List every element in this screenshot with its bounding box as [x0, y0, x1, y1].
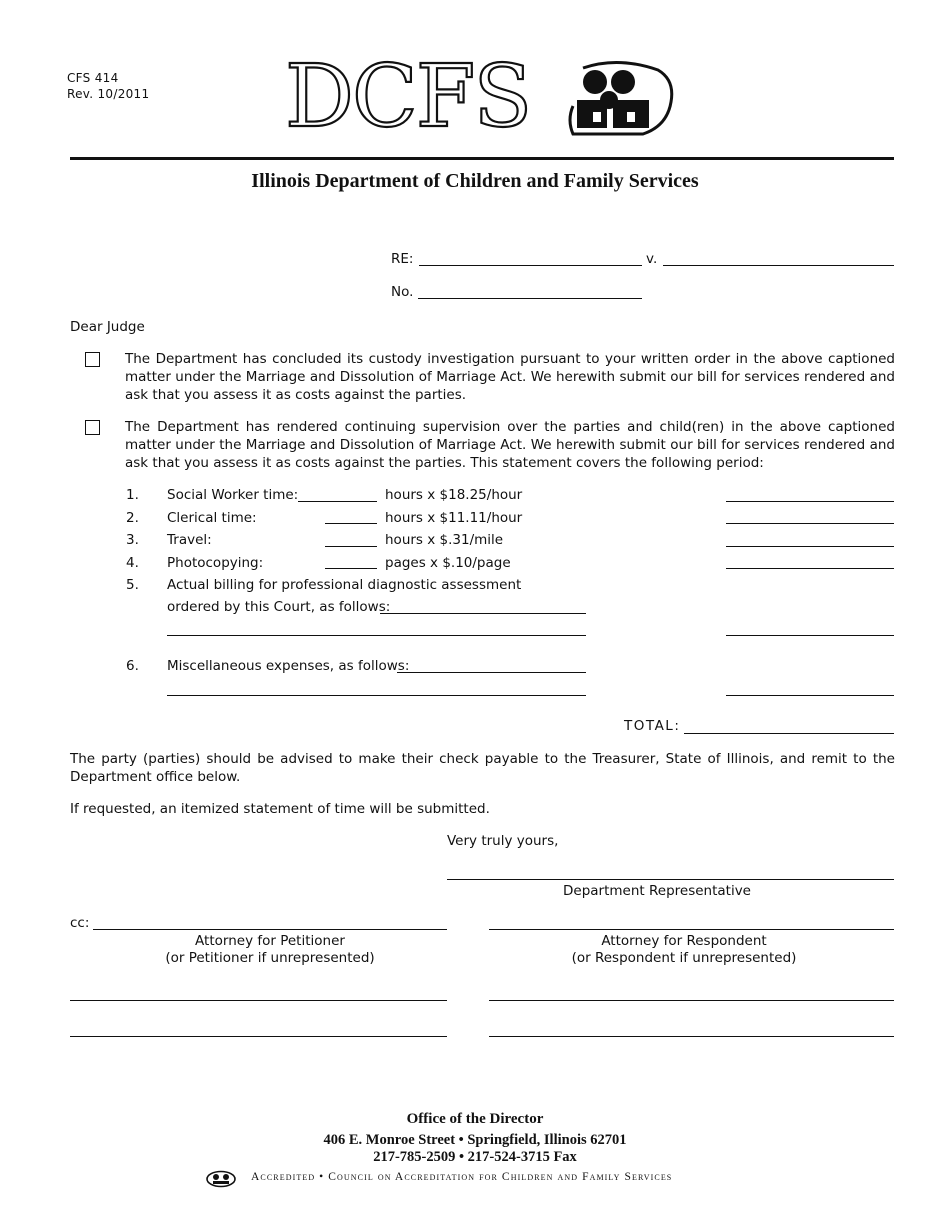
clerical-hours-field[interactable]	[325, 523, 377, 524]
re-label: RE:	[391, 251, 414, 267]
item-label: Social Worker time:	[167, 487, 299, 503]
respondent-attorney-field[interactable]	[489, 929, 894, 930]
salutation: Dear Judge	[70, 319, 145, 335]
petitioner-address-field[interactable]	[70, 1000, 447, 1001]
item-label: Actual billing for professional diagnostic assessment	[167, 577, 522, 593]
cc-label: cc:	[70, 915, 90, 931]
respondent-caption	[489, 933, 879, 967]
header-rule	[70, 157, 894, 160]
dcfs-logo	[285, 47, 675, 147]
total-label: TOTAL:	[624, 718, 681, 734]
continuing-supervision-checkbox[interactable]	[85, 420, 100, 435]
agency-name: Illinois Department of Children and Family Services	[251, 170, 699, 192]
item-rate: pages x $.10/page	[385, 555, 511, 571]
custody-investigation-text: The Department has concluded its custody investigation pursuant to your written order in the above captioned matter under the Marriage and Dissolution of Marriage Act. We herewith submit our bill for services rendered and ask that you assess it as costs against the parties.	[125, 351, 895, 403]
item-rate: hours x $18.25/hour	[385, 487, 523, 503]
respondent-line2: (or Respondent if unrepresented)	[571, 950, 797, 966]
diagnostic-description-field-2[interactable]	[167, 635, 586, 636]
re-respondent-field[interactable]	[663, 265, 894, 266]
item-number: 5.	[126, 577, 139, 593]
item-rate: hours x $11.11/hour	[385, 510, 523, 526]
case-no-field[interactable]	[418, 298, 642, 299]
re-petitioner-field[interactable]	[419, 265, 642, 266]
coa-logo-icon	[205, 1170, 237, 1188]
v-label: v.	[646, 251, 658, 267]
signature-field[interactable]	[447, 879, 894, 880]
item-number: 1.	[126, 487, 139, 503]
petitioner-line2: (or Petitioner if unrepresented)	[165, 950, 375, 966]
form-number: CFS 414	[67, 71, 119, 85]
accreditation	[205, 1170, 765, 1188]
payment-note: The party (parties) should be advised to make their check payable to the Treasurer, State of Illinois, and remit to the Department office below.	[70, 751, 895, 785]
travel-hours-field[interactable]	[325, 546, 377, 547]
footer-phones: 217-785-2509 • 217-524-3715 Fax	[373, 1149, 577, 1165]
family-logo-icon	[563, 60, 675, 140]
item-label: Miscellaneous expenses, as follows:	[167, 658, 410, 674]
form-id	[67, 70, 149, 102]
custody-investigation-checkbox[interactable]	[85, 352, 100, 367]
item-number: 2.	[126, 510, 139, 526]
photocopy-amount-field[interactable]	[726, 568, 894, 569]
respondent-address-field[interactable]	[489, 1000, 894, 1001]
form-revision: Rev. 10/2011	[67, 87, 150, 101]
item-rate: hours x $.31/mile	[385, 532, 504, 548]
item-label: Clerical time:	[167, 510, 257, 526]
photocopy-pages-field[interactable]	[325, 568, 377, 569]
footer-office: Office of the Director	[406, 1111, 544, 1127]
item-label: Photocopying:	[167, 555, 264, 571]
signature-label: Department Representative	[563, 883, 751, 899]
respondent-line1: Attorney for Respondent	[601, 933, 767, 949]
misc-description-field[interactable]	[397, 672, 586, 673]
footer-address: 406 E. Monroe Street • Springfield, Illinois 62701	[323, 1132, 627, 1148]
accreditation-text: Accredited • Council on Accreditation for Children and Family Services	[251, 1171, 673, 1183]
petitioner-address-field-2[interactable]	[70, 1036, 447, 1037]
item-label: Travel:	[167, 532, 212, 548]
misc-description-field-2[interactable]	[167, 695, 586, 696]
travel-amount-field[interactable]	[726, 546, 894, 547]
clerical-amount-field[interactable]	[726, 523, 894, 524]
diagnostic-amount-field[interactable]	[726, 635, 894, 636]
item-number: 4.	[126, 555, 139, 571]
total-field[interactable]	[684, 733, 894, 734]
continuing-supervision-text: The Department has rendered continuing supervision over the parties and child(ren) in the above captioned matter under the Marriage and Dissolution of Marriage Act. We herewith submit our bill for services rendered and ask that you assess it as costs against the parties. This statement covers the following period:	[125, 419, 895, 471]
petitioner-attorney-field[interactable]	[93, 929, 447, 930]
logo-text: DCFS	[285, 47, 531, 147]
diagnostic-description-field[interactable]	[380, 613, 586, 614]
closing: Very truly yours,	[447, 833, 559, 849]
item-number: 3.	[126, 532, 139, 548]
case-no-label: No.	[391, 284, 414, 300]
petitioner-caption	[93, 933, 447, 967]
item-label-continued: ordered by this Court, as follows:	[167, 599, 391, 615]
petitioner-line1: Attorney for Petitioner	[195, 933, 345, 949]
respondent-address-field-2[interactable]	[489, 1036, 894, 1037]
item-number: 6.	[126, 658, 139, 674]
itemized-note: If requested, an itemized statement of time will be submitted.	[70, 801, 490, 817]
social-worker-hours-field[interactable]	[298, 501, 377, 502]
misc-amount-field[interactable]	[726, 695, 894, 696]
social-worker-amount-field[interactable]	[726, 501, 894, 502]
